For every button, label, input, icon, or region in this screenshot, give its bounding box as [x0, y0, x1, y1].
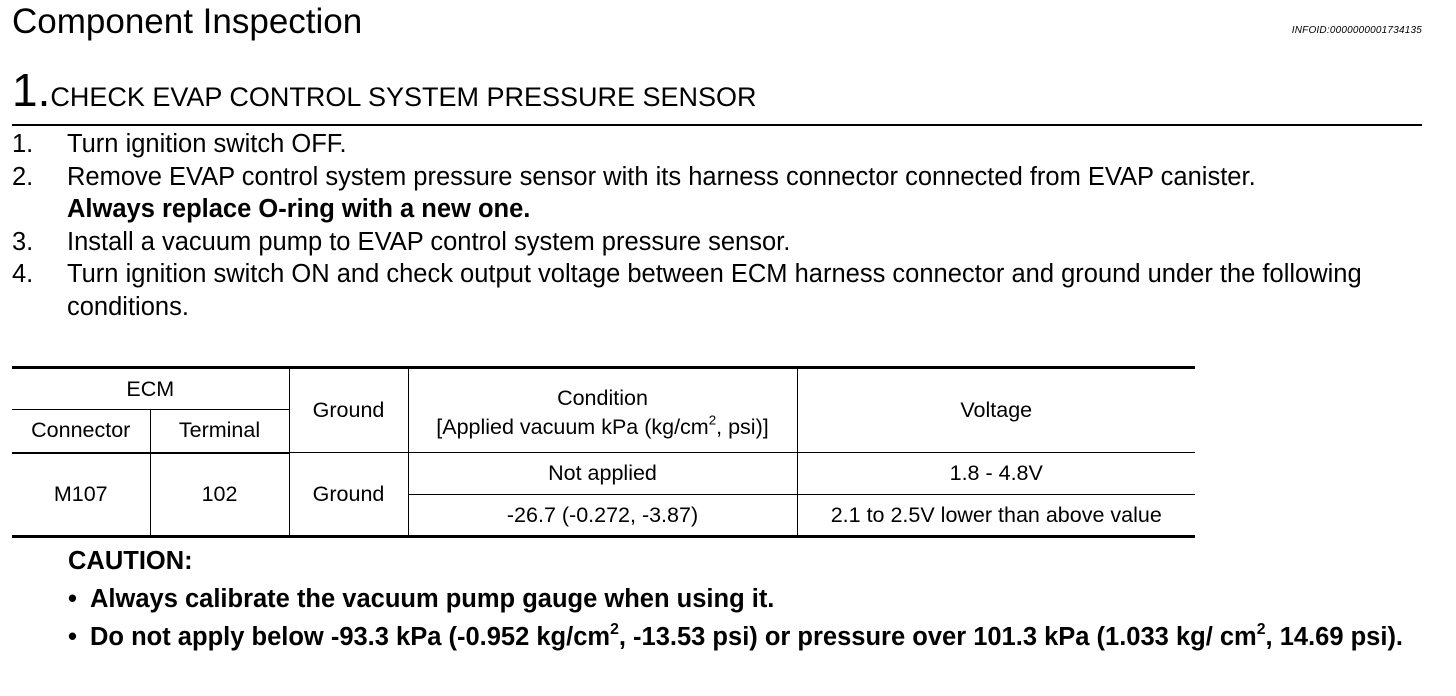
caution-block	[68, 542, 1423, 656]
caution-text: Do not apply below -93.3 kPa (-0.952 kg/cm	[90, 623, 611, 651]
header-connector: Connector	[12, 410, 150, 453]
step-number: 1.	[12, 64, 51, 116]
instruction-number: 4.	[12, 260, 34, 288]
step-title: CHECK EVAP CONTROL SYSTEM PRESSURE SENSOR	[50, 82, 757, 112]
instruction-item	[12, 161, 1427, 226]
bullet: •	[68, 585, 77, 613]
header-condition-text: [Applied vacuum kPa (kg/cm	[436, 415, 709, 439]
cell-ground: Ground	[289, 453, 408, 537]
caution-text: , 14.69 psi).	[1265, 623, 1404, 651]
caution-text: Always calibrate the vacuum pump gauge when using it.	[90, 585, 775, 613]
instruction-number: 2.	[12, 162, 34, 191]
cell-condition: Not applied	[408, 453, 797, 495]
page-title: Component Inspection	[12, 2, 363, 41]
header-ecm: ECM	[12, 368, 289, 410]
instruction-note: Always replace O-ring with a new one.	[67, 195, 531, 223]
instruction-text: Install a vacuum pump to EVAP control system pressure sensor.	[67, 227, 791, 256]
info-id: INFOID:0000000001734135	[1291, 25, 1422, 36]
header-condition	[408, 368, 797, 453]
step-header	[12, 62, 1422, 126]
cell-voltage: 2.1 to 2.5V lower than above value	[797, 495, 1195, 537]
caution-item	[68, 580, 1423, 618]
caution-list	[68, 580, 1423, 656]
header-condition-line2	[436, 412, 769, 439]
instruction-text: Turn ignition switch OFF.	[67, 130, 347, 158]
superscript: 2	[1256, 620, 1266, 638]
instruction-number: 1.	[12, 130, 34, 158]
header-voltage: Voltage	[797, 368, 1195, 453]
instruction-text: Turn ignition switch ON and check output voltage between ECM harness connector and ground under the following conditions.	[67, 260, 1362, 321]
caution-item	[68, 618, 1423, 656]
instruction-item	[12, 226, 1427, 259]
header-condition-line1: Condition	[557, 386, 648, 410]
voltage-check-table	[12, 366, 1195, 538]
instruction-text: Remove EVAP control system pressure sensor with its harness connector connected from EVAP canister.	[67, 162, 1256, 191]
cell-voltage: 1.8 - 4.8V	[797, 453, 1195, 495]
instruction-number: 3.	[12, 227, 34, 256]
superscript: 2	[610, 620, 619, 638]
bullet: •	[68, 623, 77, 651]
cell-terminal: 102	[150, 453, 289, 537]
superscript: 2	[708, 412, 717, 428]
instruction-list	[12, 128, 1427, 323]
cell-condition: -26.7 (-0.272, -3.87)	[408, 495, 797, 537]
cell-connector: M107	[12, 453, 150, 537]
header-terminal: Terminal	[150, 410, 289, 453]
caution-label: CAUTION:	[68, 547, 193, 575]
header-condition-text: , psi)]	[716, 415, 769, 439]
instruction-item	[12, 128, 1427, 161]
caution-text: , -13.53 psi) or pressure over 101.3 kPa (1.033 kg/ cm	[618, 623, 1257, 651]
instruction-item	[12, 258, 1427, 323]
header-ground: Ground	[289, 368, 408, 453]
